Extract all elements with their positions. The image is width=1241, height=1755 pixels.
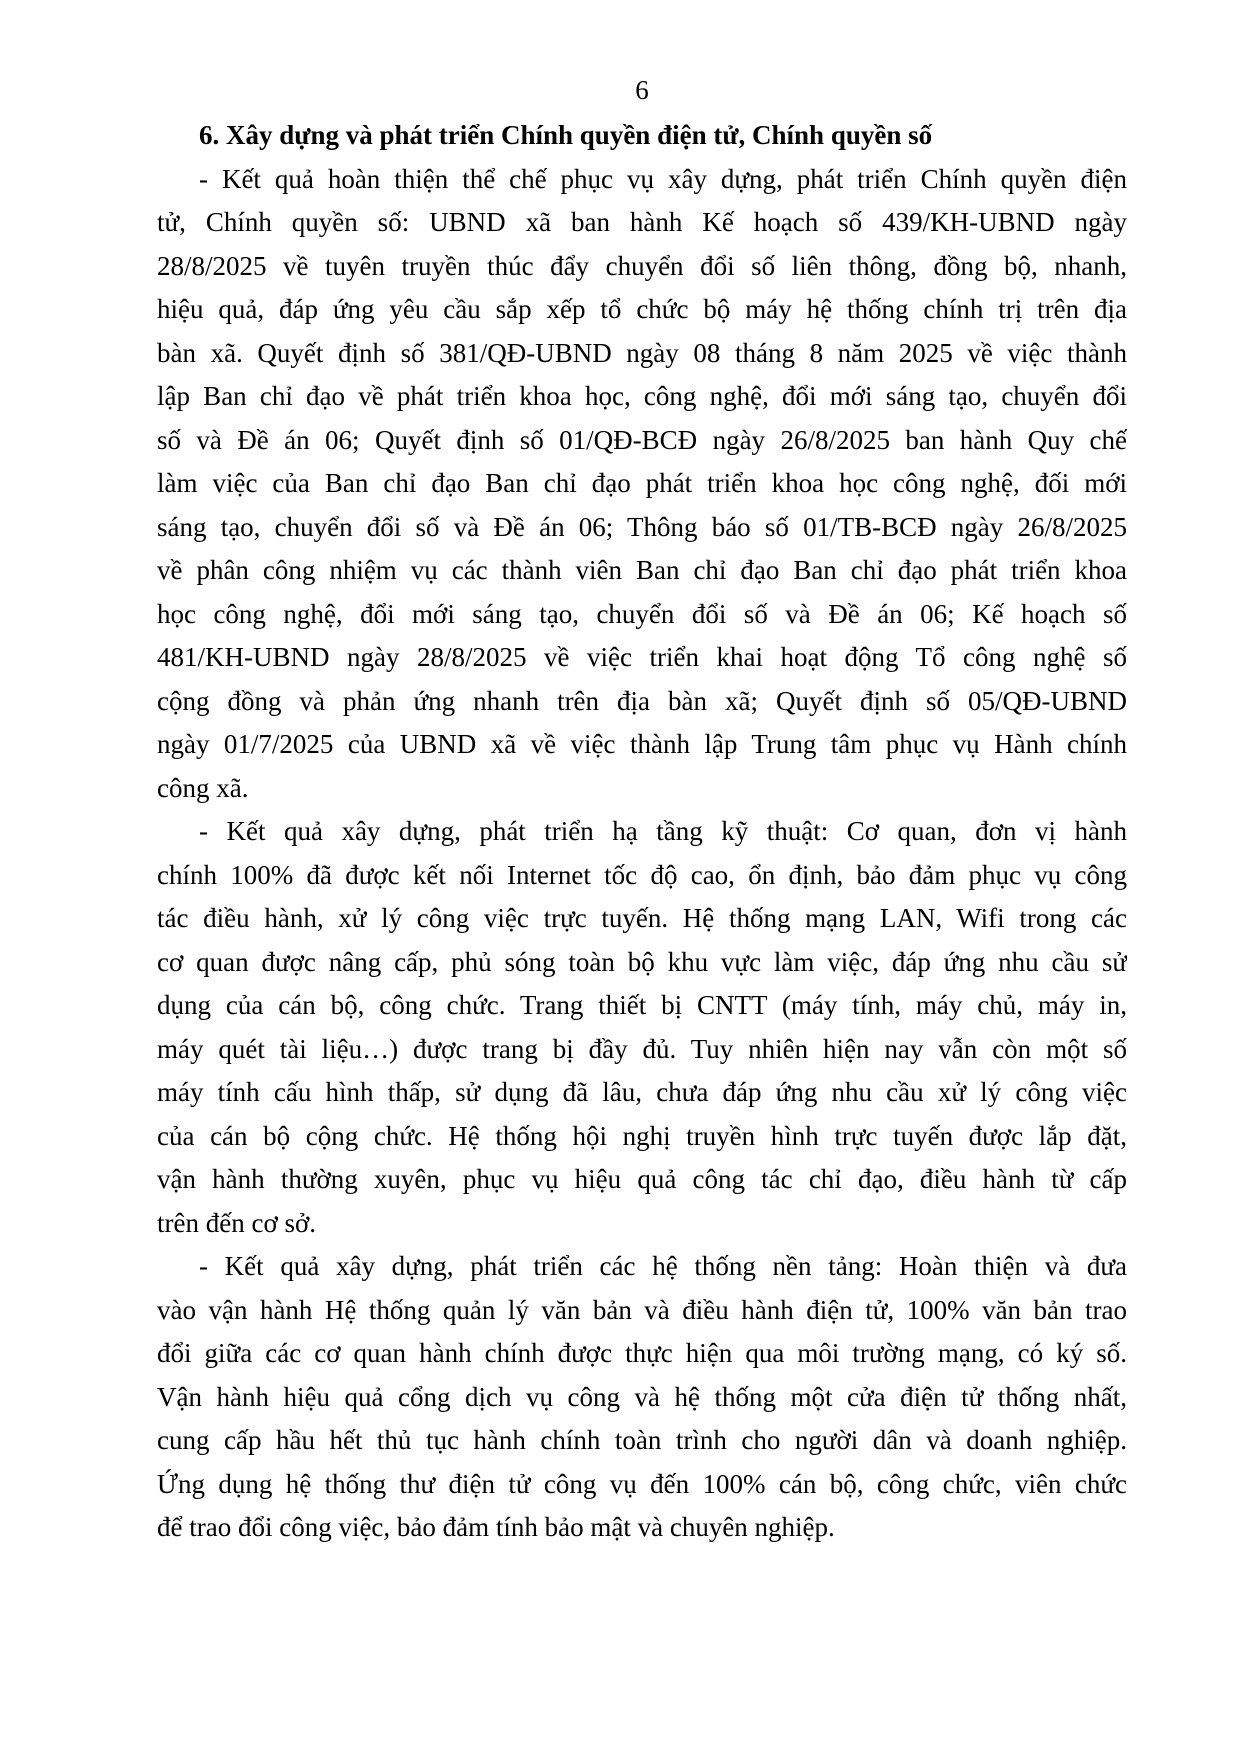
text-line: - Kết quả hoàn thiện thể chế phục vụ xây dựng, phát triển Chính quyền điện	[199, 163, 1127, 194]
text-line: cơ quan được nâng cấp, phủ sóng toàn bộ khu vực làm việc, đáp ứng nhu cầu sử	[157, 946, 1127, 977]
text-line: bàn xã. Quyết định số 381/QĐ-UBND ngày 08 tháng 8 năm 2025 về việc thành	[157, 337, 1127, 368]
text-line: làm việc của Ban chỉ đạo Ban chỉ đạo phát triển khoa học công nghệ, đối mới	[157, 468, 1127, 498]
text-line: 28/8/2025 về tuyên truyền thúc đẩy chuyển đổi số liên thông, đồng bộ, nhanh,	[157, 250, 1127, 281]
text-line: lập Ban chỉ đạo về phát triển khoa học, công nghệ, đổi mới sáng tạo, chuyển đổi	[157, 381, 1127, 411]
paragraph	[157, 1245, 1127, 1550]
text-line: Vận hành hiệu quả cổng dịch vụ công và hệ thống một cửa điện tử thống nhất,	[157, 1381, 1127, 1412]
text-line: ngày 01/7/2025 của UBND xã về việc thành lập Trung tâm phục vụ Hành chính	[157, 729, 1127, 759]
text-line: tử, Chính quyền số: UBND xã ban hành Kế hoạch số 439/KH-UBND ngày	[157, 207, 1127, 237]
text-line: trên đến cơ sở.	[157, 1207, 317, 1238]
text-line: máy tính cấu hình thấp, sử dụng đã lâu, chưa đáp ứng nhu cầu xử lý công việc	[157, 1077, 1127, 1107]
text-line: - Kết quả xây dựng, phát triển các hệ thống nền tảng: Hoàn thiện và đưa	[199, 1251, 1127, 1281]
text-line: cộng đồng và phản ứng nhanh trên địa bàn xã; Quyết định số 05/QĐ-UBND	[157, 685, 1127, 716]
page-number: 6	[635, 75, 649, 105]
text-line: về phân công nhiệm vụ các thành viên Ban chỉ đạo Ban chỉ đạo phát triển khoa	[157, 555, 1127, 585]
text-line: - Kết quả xây dựng, phát triển hạ tầng kỹ thuật: Cơ quan, đơn vị hành	[199, 816, 1127, 846]
text-line: hiệu quả, đáp ứng yêu cầu sắp xếp tổ chức bộ máy hệ thống chính trị trên địa	[157, 294, 1127, 324]
text-line: Ứng dụng hệ thống thư điện tử công vụ đến 100% cán bộ, công chức, viên chức	[157, 1468, 1127, 1499]
document-body	[157, 158, 1127, 1550]
text-line: đổi giữa các cơ quan hành chính được thực hiện qua môi trường mạng, có ký số.	[157, 1338, 1127, 1368]
section-heading: 6. Xây dựng và phát triển Chính quyền điện tử, Chính quyền số	[199, 120, 933, 150]
text-line: vận hành thường xuyên, phục vụ hiệu quả công tác chỉ đạo, điều hành từ cấp	[157, 1164, 1127, 1194]
text-line: chính 100% đã được kết nối Internet tốc độ cao, ổn định, bảo đảm phục vụ công	[157, 859, 1127, 890]
text-line: học công nghệ, đổi mới sáng tạo, chuyển đổi số và Đề án 06; Kế hoạch số	[157, 598, 1127, 629]
text-line: để trao đổi công việc, bảo đảm tính bảo mật và chuyên nghiệp.	[157, 1512, 835, 1542]
text-line: máy quét tài liệu…) được trang bị đầy đủ. Tuy nhiên hiện nay vẫn còn một số	[157, 1033, 1127, 1064]
text-line: cung cấp hầu hết thủ tục hành chính toàn trình cho người dân và doanh nghiệp.	[157, 1425, 1127, 1455]
text-line: vào vận hành Hệ thống quản lý văn bản và điều hành điện tử, 100% văn bản trao	[157, 1294, 1127, 1325]
text-line: công xã.	[157, 772, 249, 803]
text-line: số và Đề án 06; Quyết định số 01/QĐ-BCĐ ngày 26/8/2025 ban hành Quy chế	[157, 424, 1127, 455]
text-line: tác điều hành, xử lý công việc trực tuyến. Hệ thống mạng LAN, Wifi trong các	[157, 903, 1127, 933]
text-line: dụng của cán bộ, công chức. Trang thiết bị CNTT (máy tính, máy chủ, máy in,	[157, 990, 1127, 1020]
paragraph	[157, 158, 1127, 811]
text-line: sáng tạo, chuyển đổi số và Đề án 06; Thông báo số 01/TB-BCĐ ngày 26/8/2025	[157, 511, 1127, 542]
text-line: của cán bộ cộng chức. Hệ thống hội nghị truyền hình trực tuyến được lắp đặt,	[157, 1120, 1127, 1151]
text-line: 481/KH-UBND ngày 28/8/2025 về việc triển khai hoạt động Tổ công nghệ số	[157, 642, 1127, 672]
paragraph	[157, 810, 1127, 1245]
